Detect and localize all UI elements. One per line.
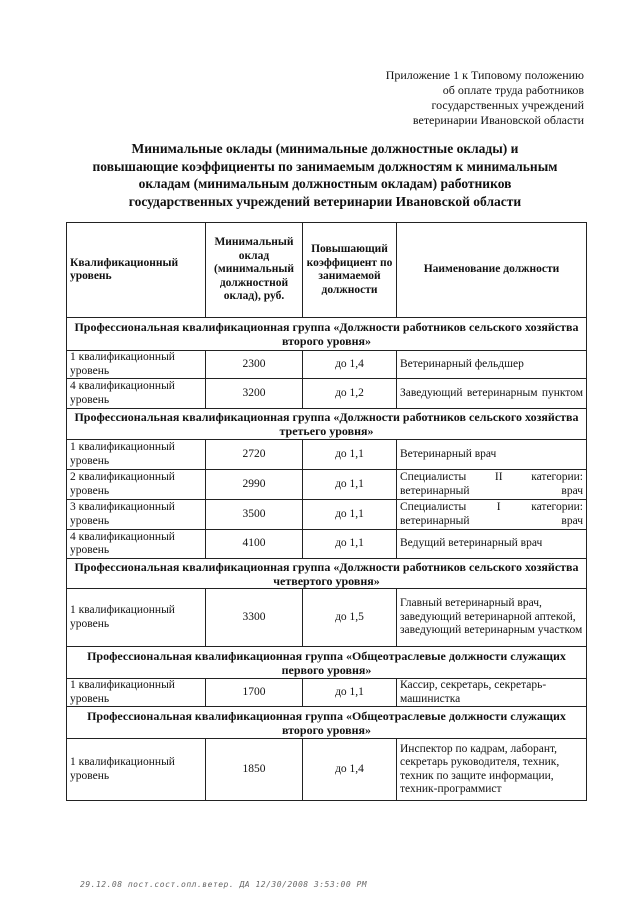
cell-salary: 2720 <box>206 440 303 470</box>
table-header-row <box>67 223 587 318</box>
cell-position: Ветеринарный фельдшер <box>397 351 587 379</box>
group-title: Профессиональная квалификационная группа «Должности работников сельского хозяйства второго уровня» <box>67 318 587 351</box>
appendix-note <box>386 68 584 128</box>
cell-level: 1 квалификационный уровень <box>67 739 206 801</box>
cell-salary: 3300 <box>206 589 303 647</box>
cell-coefficient: до 1,1 <box>303 470 397 500</box>
cell-level: 1 квалификационный уровень <box>67 440 206 470</box>
table-row <box>67 500 587 530</box>
header-coefficient: Повышающий коэффициент по занимаемой должности <box>303 223 397 318</box>
title-line-3: окладам (минимальным должностным окладам) работников <box>138 176 512 191</box>
cell-position: Заведующий ветеринарным пунктом <box>397 379 587 409</box>
table-row <box>67 679 587 707</box>
table-row <box>67 739 587 801</box>
appendix-line-2: об оплате труда работников <box>442 83 584 97</box>
title-line-1: Минимальные оклады (минимальные должностные оклады) и <box>131 141 519 156</box>
salary-table <box>66 222 587 801</box>
cell-salary: 2300 <box>206 351 303 379</box>
cell-salary: 3500 <box>206 500 303 530</box>
table-row <box>67 470 587 500</box>
table-row <box>67 530 587 559</box>
header-salary: Минимальный оклад (минимальный должностной оклад), руб. <box>206 223 303 318</box>
cell-salary: 4100 <box>206 530 303 559</box>
cell-position: Инспектор по кадрам, лаборант, секретарь руководителя, техник, техник по защите информации, техник-программист <box>397 739 587 801</box>
cell-position: Ведущий ветеринарный врач <box>397 530 587 559</box>
group-header-row <box>67 409 587 440</box>
cell-salary: 2990 <box>206 470 303 500</box>
title-line-2: повышающие коэффициенты по занимаемым должностям к минимальным <box>92 158 558 174</box>
header-level: Квалификационный уровень <box>67 223 206 318</box>
group-title: Профессиональная квалификационная группа «Общеотраслевые должности служащих второго уровня» <box>67 707 587 739</box>
group-header-row <box>67 318 587 351</box>
table-row <box>67 589 587 647</box>
cell-salary: 1850 <box>206 739 303 801</box>
cell-salary: 1700 <box>206 679 303 707</box>
group-title: Профессиональная квалификационная группа «Должности работников сельского хозяйства четвертого уровня» <box>67 559 587 589</box>
appendix-line-1: Приложение 1 к Типовому положению <box>385 68 584 82</box>
cell-coefficient: до 1,2 <box>303 379 397 409</box>
cell-position: Специалисты II категории: ветеринарный врач <box>397 470 587 500</box>
table-row <box>67 351 587 379</box>
cell-position: Главный ветеринарный врач, заведующий ветеринарной аптекой, заведующий ветеринарным участком <box>397 589 587 647</box>
print-footer: 29.12.08 пост.сост.опл.ветер. ДА 12/30/2008 3:53:00 PM <box>80 880 368 889</box>
document-title <box>60 140 590 210</box>
title-line-4: государственных учреждений ветеринарии Ивановской области <box>128 193 522 209</box>
cell-level: 4 квалификационный уровень <box>67 530 206 559</box>
cell-coefficient: до 1,1 <box>303 679 397 707</box>
group-header-row <box>67 647 587 679</box>
group-title: Профессиональная квалификационная группа «Общеотраслевые должности служащих первого уровня» <box>67 647 587 679</box>
cell-coefficient: до 1,1 <box>303 500 397 530</box>
cell-coefficient: до 1,5 <box>303 589 397 647</box>
table-row <box>67 379 587 409</box>
cell-level: 1 квалификационный уровень <box>67 351 206 379</box>
group-header-row <box>67 559 587 589</box>
cell-coefficient: до 1,4 <box>303 351 397 379</box>
appendix-line-3: государственных учреждений <box>431 98 584 112</box>
cell-coefficient: до 1,1 <box>303 530 397 559</box>
cell-coefficient: до 1,1 <box>303 440 397 470</box>
cell-coefficient: до 1,4 <box>303 739 397 801</box>
cell-position: Ветеринарный врач <box>397 440 587 470</box>
cell-salary: 3200 <box>206 379 303 409</box>
cell-level: 1 квалификационный уровень <box>67 589 206 647</box>
cell-level: 1 квалификационный уровень <box>67 679 206 707</box>
cell-level: 2 квалификационный уровень <box>67 470 206 500</box>
group-title: Профессиональная квалификационная группа «Должности работников сельского хозяйства третьего уровня» <box>67 409 587 440</box>
cell-position: Специалисты I категории: ветеринарный врач <box>397 500 587 530</box>
group-header-row <box>67 707 587 739</box>
header-position: Наименование должности <box>397 223 587 318</box>
cell-position: Кассир, секретарь, секретарь-машинистка <box>397 679 587 707</box>
table-row <box>67 440 587 470</box>
appendix-line-4: ветеринарии Ивановской области <box>412 113 584 127</box>
cell-level: 3 квалификационный уровень <box>67 500 206 530</box>
cell-level: 4 квалификационный уровень <box>67 379 206 409</box>
